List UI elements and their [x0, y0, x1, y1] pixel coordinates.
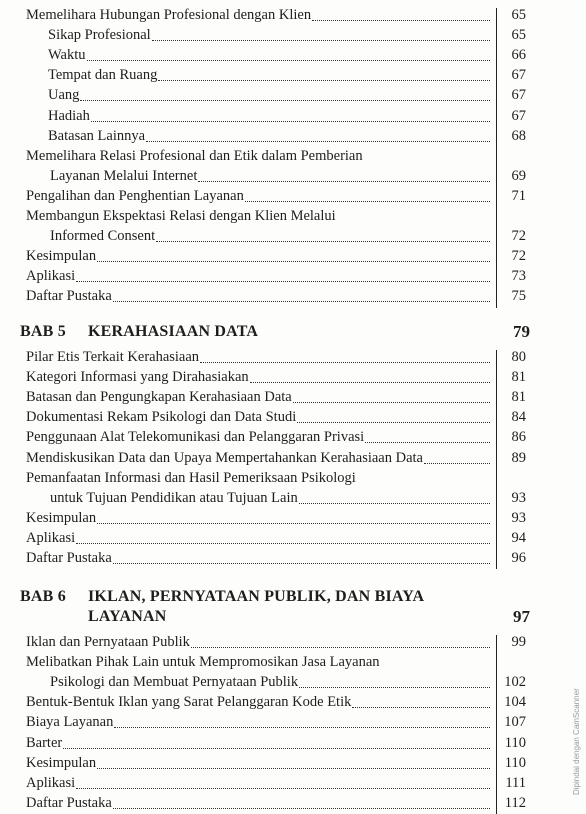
page-number: 75	[511, 288, 526, 305]
dot-leader	[299, 503, 490, 504]
chapter-number: BAB 5	[20, 323, 66, 340]
toc-entry[interactable]: Membangun Ekspektasi Relasi dengan Klien Melalui	[26, 208, 336, 224]
toc-entry[interactable]: Kesimpulan	[26, 754, 97, 771]
chapter-number: BAB 6	[20, 588, 66, 605]
page-number: 84	[511, 409, 526, 426]
page-number: 73	[511, 268, 526, 285]
toc-entry[interactable]: Pilar Etis Terkait Kerahasiaan	[26, 349, 200, 365]
dot-leader	[198, 181, 490, 182]
toc-subentry[interactable]: Batasan Lainnya	[48, 127, 146, 144]
scanner-watermark	[570, 660, 582, 795]
page-number: 93	[511, 509, 526, 526]
page-number: 86	[511, 429, 526, 446]
toc-entry[interactable]: Psikologi dan Membuat Pernyataan Publik	[50, 674, 299, 691]
dot-leader	[352, 707, 490, 708]
page-number: 94	[511, 529, 526, 546]
dot-leader	[76, 788, 490, 789]
toc-subentry[interactable]: Hadiah	[48, 107, 90, 124]
dot-leader	[113, 563, 490, 564]
dot-leader	[63, 748, 490, 749]
dot-leader	[91, 121, 490, 122]
dot-leader	[200, 362, 490, 363]
page-number: 81	[511, 389, 526, 406]
page-number: 65	[511, 27, 526, 44]
dot-leader	[312, 20, 490, 21]
dot-leader	[297, 422, 490, 423]
page-number: 99	[511, 634, 526, 650]
dot-leader	[156, 241, 490, 242]
dot-leader	[152, 40, 490, 41]
scanner-watermark-text: Dipindai dengan CamScanner	[572, 688, 581, 795]
toc-entry[interactable]: Aplikasi	[26, 268, 76, 285]
dot-leader	[191, 647, 490, 648]
toc-entry[interactable]: Biaya Layanan	[26, 714, 114, 731]
toc-entry[interactable]: Memelihara Hubungan Profesional dengan Klien	[26, 7, 312, 23]
dot-leader	[365, 442, 490, 443]
chapter-title-line: LAYANAN	[88, 608, 167, 625]
toc-entry[interactable]: Mendiskusikan Data dan Upaya Mempertahankan Kerahasiaan Data	[26, 449, 423, 466]
toc-entry[interactable]: Pengalihan dan Penghentian Layanan	[26, 187, 244, 204]
toc-entry[interactable]: Pemanfaatan Informasi dan Hasil Pemeriksaan Psikologi	[26, 469, 356, 486]
toc-entry[interactable]: Bentuk-Bentuk Iklan yang Sarat Pelanggaran Kode Etik	[26, 694, 352, 711]
page-number: 71	[511, 187, 526, 204]
page-number: 80	[511, 349, 526, 365]
toc-subentry[interactable]: Waktu	[48, 47, 86, 64]
chapter-page-number: 97	[513, 607, 530, 626]
dot-leader	[87, 60, 490, 61]
toc-entry[interactable]: Kesimpulan	[26, 509, 97, 526]
page-number: 110	[504, 734, 526, 751]
page-number: 93	[511, 489, 526, 506]
dot-leader	[245, 201, 490, 202]
column-rule	[496, 8, 497, 308]
chapter-title-line: KERAHASIAAN DATA	[88, 323, 259, 340]
chapter-page-number: 79	[513, 322, 530, 341]
dot-leader	[293, 402, 490, 403]
dot-leader	[113, 808, 490, 809]
dot-leader	[76, 281, 490, 282]
page-number: 72	[511, 228, 526, 245]
dot-leader	[80, 100, 490, 101]
page-number: 81	[511, 369, 526, 386]
toc-subentry[interactable]: Sikap Profesional	[48, 27, 151, 44]
dot-leader	[97, 768, 490, 769]
page-number: 72	[511, 248, 526, 265]
page-number: 65	[511, 7, 526, 23]
column-rule	[496, 350, 497, 569]
toc-subentry[interactable]: Tempat dan Ruang	[48, 67, 158, 84]
page-number: 68	[511, 127, 526, 144]
toc-subentry[interactable]: Uang	[48, 87, 80, 104]
page-number: 66	[511, 47, 526, 64]
toc-entry[interactable]: Dokumentasi Rekam Psikologi dan Data Studi	[26, 409, 297, 426]
toc-entry[interactable]: Penggunaan Alat Telekomunikasi dan Pelanggaran Privasi	[26, 429, 365, 446]
dot-leader	[424, 463, 490, 464]
dot-leader	[76, 543, 490, 544]
page-number: 67	[511, 67, 526, 84]
page-number: 112	[504, 794, 526, 811]
page-number: 67	[511, 107, 526, 124]
toc-entry[interactable]: Daftar Pustaka	[26, 288, 112, 305]
chapter-heading[interactable]	[20, 587, 424, 607]
toc-entry[interactable]: Kategori Informasi yang Dirahasiakan	[26, 369, 249, 386]
dot-leader	[97, 261, 490, 262]
toc-entry[interactable]: Daftar Pustaka	[26, 550, 112, 566]
toc-entry[interactable]: Informed Consent	[50, 228, 156, 245]
dot-leader	[250, 382, 490, 383]
dot-leader	[158, 80, 490, 81]
dot-leader	[97, 523, 490, 524]
page-number: 104	[504, 694, 526, 711]
page-number: 110	[504, 754, 526, 771]
toc-entry[interactable]: Aplikasi	[26, 774, 76, 791]
page-number: 107	[504, 714, 526, 731]
toc-entry[interactable]: Memelihara Relasi Profesional dan Etik dalam Pemberian	[26, 147, 363, 164]
page-number: 67	[511, 87, 526, 104]
toc-entry[interactable]: Batasan dan Pengungkapan Kerahasiaan Data	[26, 389, 292, 406]
toc-entry[interactable]: Layanan Melalui Internet	[50, 167, 198, 184]
toc-entry[interactable]: Daftar Pustaka	[26, 794, 112, 811]
page-number: 69	[511, 167, 526, 184]
dot-leader	[299, 687, 490, 688]
toc-entry[interactable]: untuk Tujuan Pendidikan atau Tujuan Lain	[50, 489, 298, 506]
page-number: 96	[511, 550, 526, 566]
dot-leader	[146, 141, 490, 142]
dot-leader	[114, 727, 490, 728]
chapter-heading[interactable]	[20, 322, 258, 342]
chapter-title-line: IKLAN, PERNYATAAN PUBLIK, DAN BIAYA	[88, 588, 425, 605]
page-number: 111	[505, 774, 526, 791]
toc-entry[interactable]: Melibatkan Pihak Lain untuk Mempromosikan Jasa Layanan	[26, 654, 380, 671]
page-number: 89	[511, 449, 526, 466]
dot-leader	[113, 301, 490, 302]
toc-entry[interactable]: Kesimpulan	[26, 248, 97, 265]
column-rule	[496, 635, 497, 814]
toc-entry[interactable]: Iklan dan Pernyataan Publik	[26, 634, 190, 650]
page-number: 102	[504, 674, 526, 691]
toc-entry[interactable]: Barter	[26, 734, 63, 751]
toc-entry[interactable]: Aplikasi	[26, 529, 76, 546]
